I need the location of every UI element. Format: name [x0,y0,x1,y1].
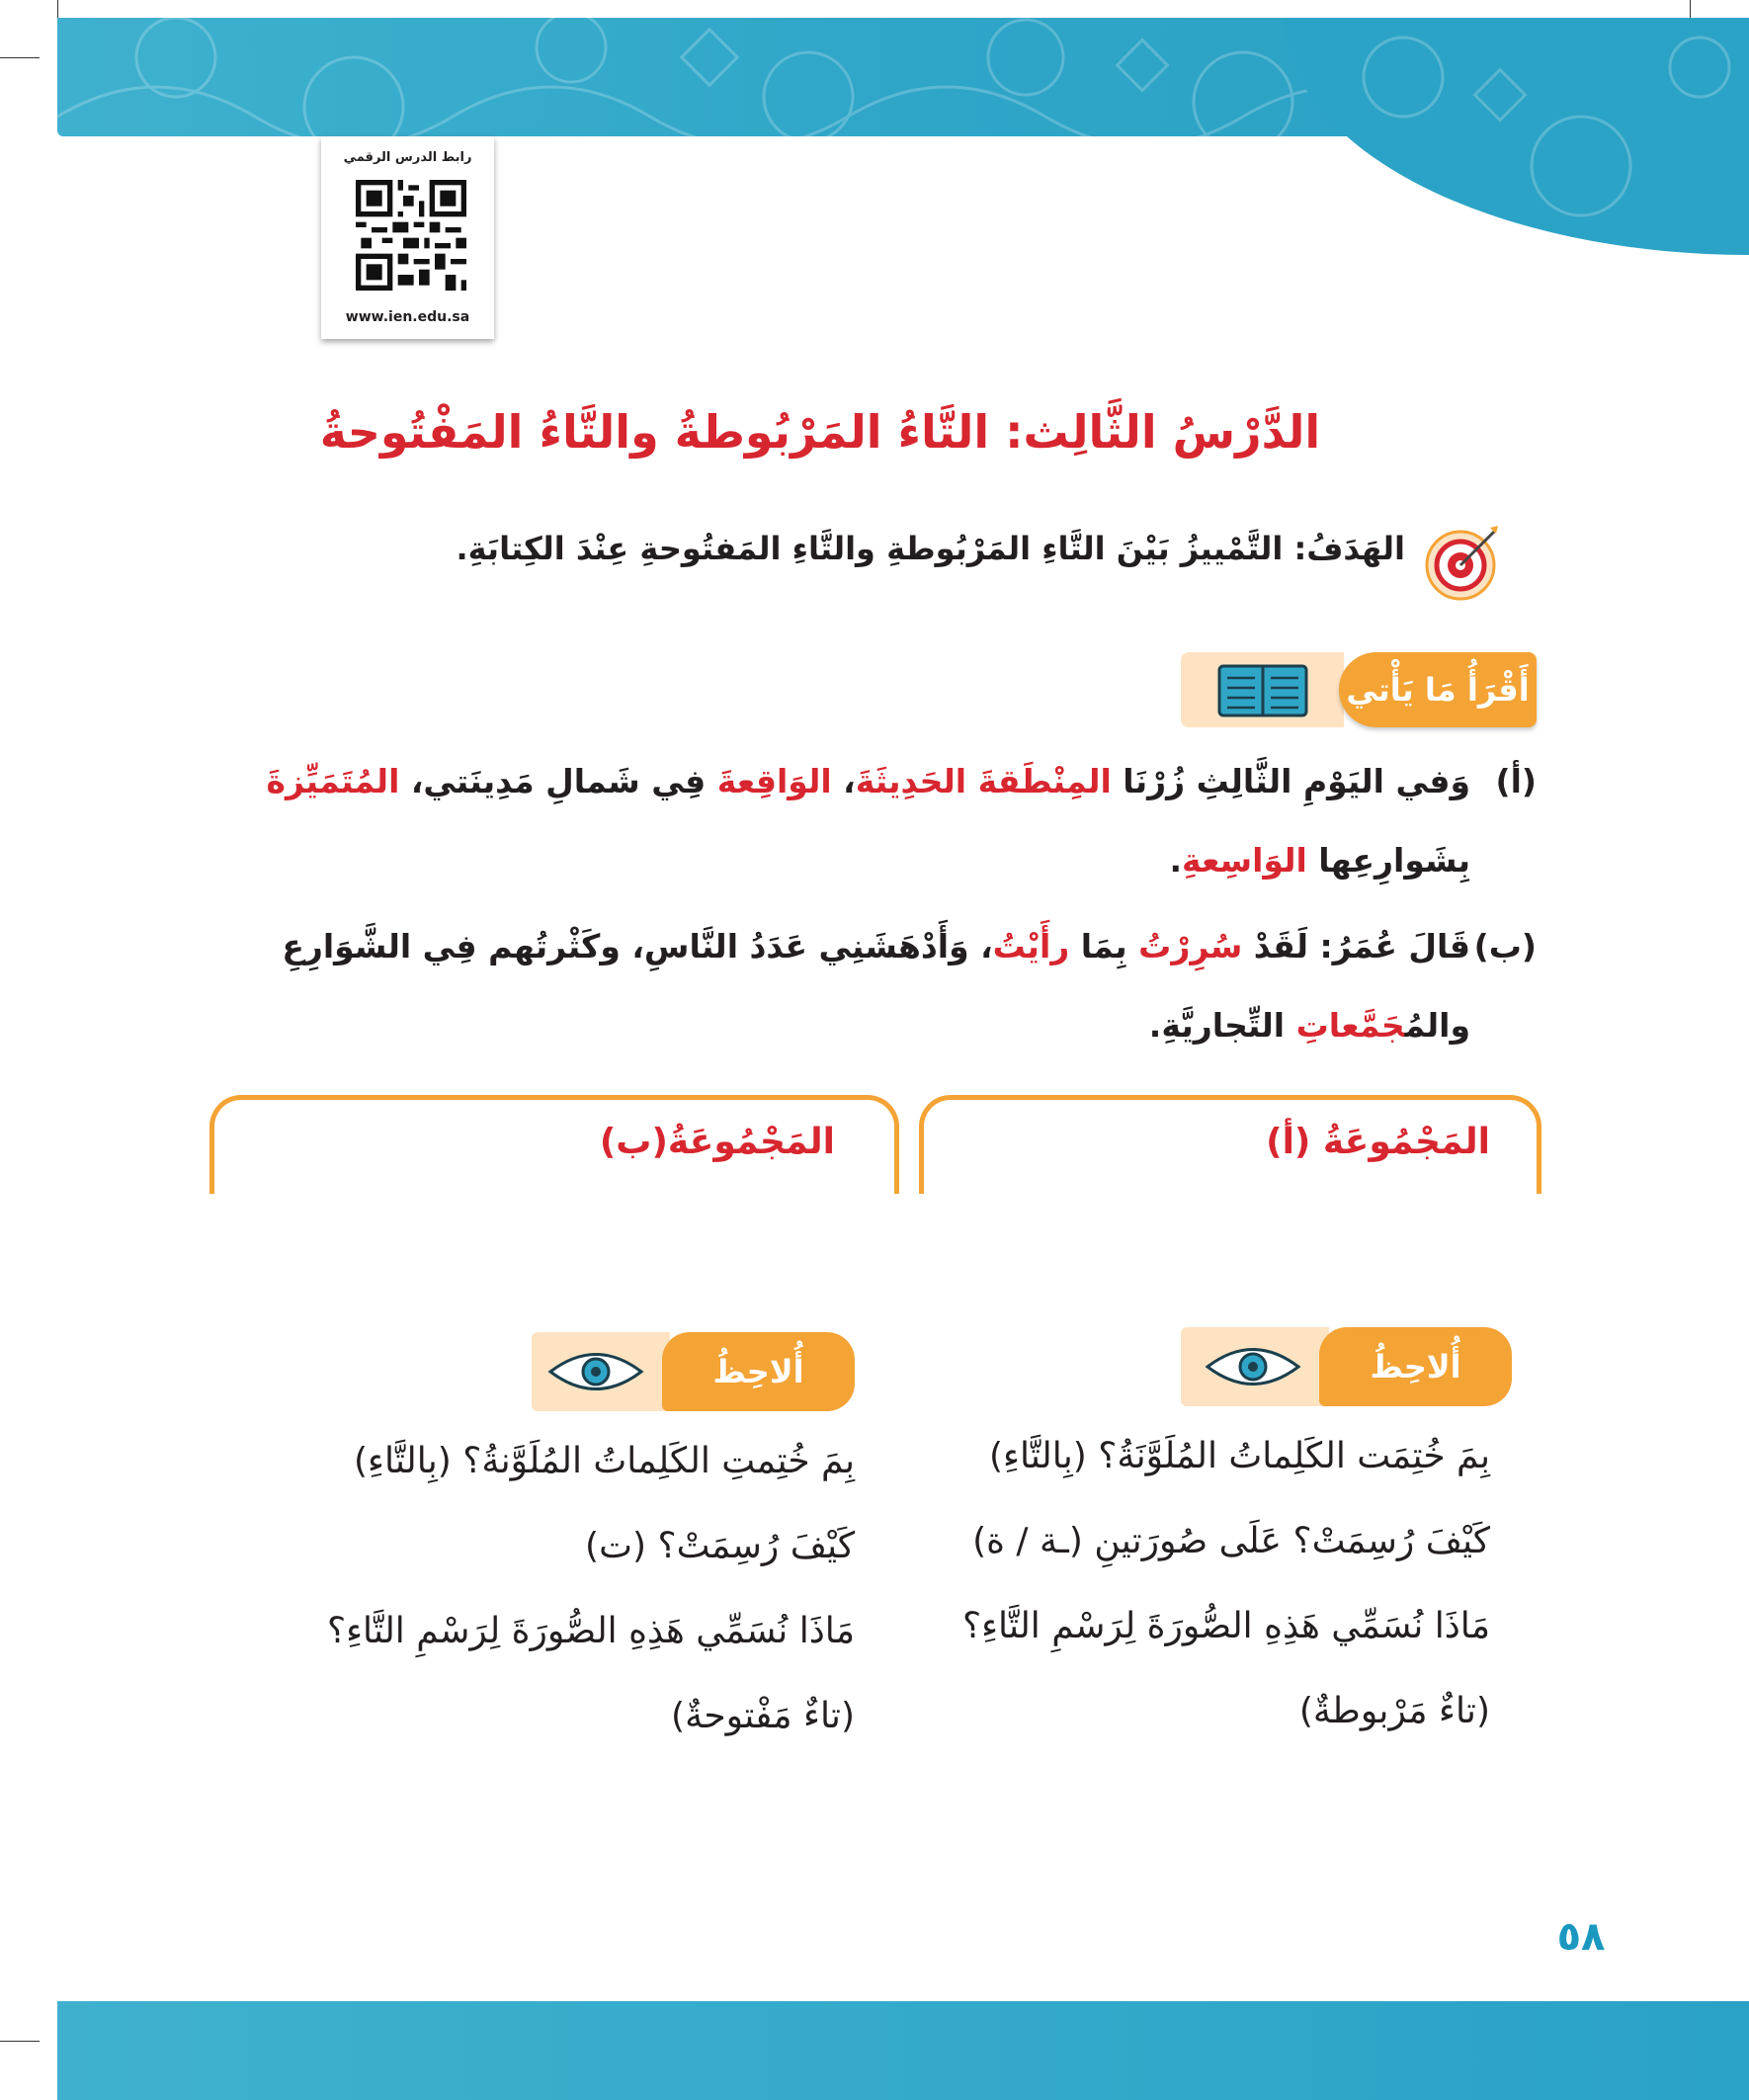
footer-band [57,2001,1749,2100]
text-run: ، وَأَدْهَشَنِي عَدَدُ النَّاسِ، وكَثْرتُهم فِي الشَّوَارِعِ [282,927,993,966]
text-run: وَفي اليَوْمِ الثَّالِثِ زُرْنَا [1111,762,1470,800]
target-icon [1421,522,1502,603]
paragraph-b-line-2 [1149,993,1470,1058]
eye-icon [1204,1342,1302,1391]
highlighted-word: رأَيْتُ [992,927,1070,966]
highlighted-word: المِنْطَقةَ الحَدِيثَةَ [855,762,1112,800]
group-b-question-4: (تاءٌ مَفْتوحةٌ) [671,1696,855,1736]
lesson-title: الدَّرْسُ الثَّالِث: التَّاءُ المَرْبُوطةُ والتَّاءُ المَفْتُوحةُ [319,405,1321,459]
group-a-question-2: كَيْفَ رُسِمَتْ؟ عَلَى صُورَتينِ (ـة / ة) [972,1521,1490,1561]
observe-a-label: أُلاحِظُ [1319,1327,1512,1406]
text-run: قَالَ عُمَرُ: لَقَدْ [1242,927,1470,966]
paragraph-b-line-1 [282,914,1470,979]
group-a-title: المَجْمُوعَةُ (أ) [1266,1122,1490,1162]
objective-text: الهَدَفُ: التَّمْييزُ بَيْنَ التَّاءِ المَرْبُوطةِ والتَّاءِ المَفتُوحةِ عِنْدَ الكِتابَةِ. [456,530,1405,567]
group-a-question-4: (تاءٌ مَرْبوطةٌ) [1298,1691,1490,1731]
qr-code[interactable] [356,180,466,291]
highlighted-word: الوَاسِعةِ [1182,841,1307,880]
group-b-title: المَجْمُوعَةُ(ب) [599,1122,835,1162]
text-run: بِشَوارِعِها [1306,841,1470,880]
qr-url[interactable]: www.ien.edu.sa [345,309,470,325]
group-b-question-3: مَاذَا نُسَمِّي هَذِهِ الصُّورَةَ لِرَسْمِ التَّاءِ؟ [326,1611,855,1651]
paragraph-b-marker: (ب) [1473,927,1537,966]
text-run: . [1169,841,1183,880]
text-run: فِي شَمالِ مَدِينَتي، [399,762,717,800]
text-run: ، [831,762,856,800]
read-section-label: أَقْرَأُ مَا يَأْتي [1339,652,1537,727]
paragraph-a-marker: (أ) [1495,762,1537,800]
text-run: بِمَا [1069,927,1139,966]
highlighted-word: سُرِرْتُ [1138,927,1243,966]
book-icon [1217,662,1308,719]
highlighted-word: المُتَمَيِّزةَ [266,762,400,800]
header-corner [1285,18,1749,255]
group-a-question-3: مَاذَا نُسَمِّي هَذِهِ الصُّورَةَ لِرَسْمِ التَّاءِ؟ [961,1606,1490,1646]
text-run: ِ التِّجاريَّةِ. [1148,1006,1296,1045]
eye-icon [546,1347,645,1396]
group-a-question-1: بِمَ خُتِمَت الكَلِماتُ المُلَوَّنَةُ؟ (بِالتَّاءِ) [988,1436,1490,1476]
text-run: والمُ [1404,1006,1470,1045]
qr-card[interactable] [321,136,494,339]
crop-mark [0,2041,40,2042]
group-b-question-2: كَيْفَ رُسِمَتْ؟ (ت) [585,1526,855,1566]
qr-label: رابط الدرس الرقمي [343,150,472,165]
paragraph-a-line-1 [266,749,1470,814]
group-b-question-1: بِمَ خُتِمتِ الكَلِماتُ المُلَوَّنةُ؟ (بِالتَّاءِ) [353,1441,855,1481]
observe-b-label: أُلاحِظُ [662,1332,855,1411]
decorative-pattern [1285,18,1749,255]
highlighted-word: الوَاقِعةَ [716,762,832,800]
crop-mark [0,57,40,58]
paragraph-a-line-2 [1169,828,1470,893]
page-number: ٥٨ [1556,1914,1606,1960]
highlighted-word: جَمَّعات [1295,1006,1405,1045]
